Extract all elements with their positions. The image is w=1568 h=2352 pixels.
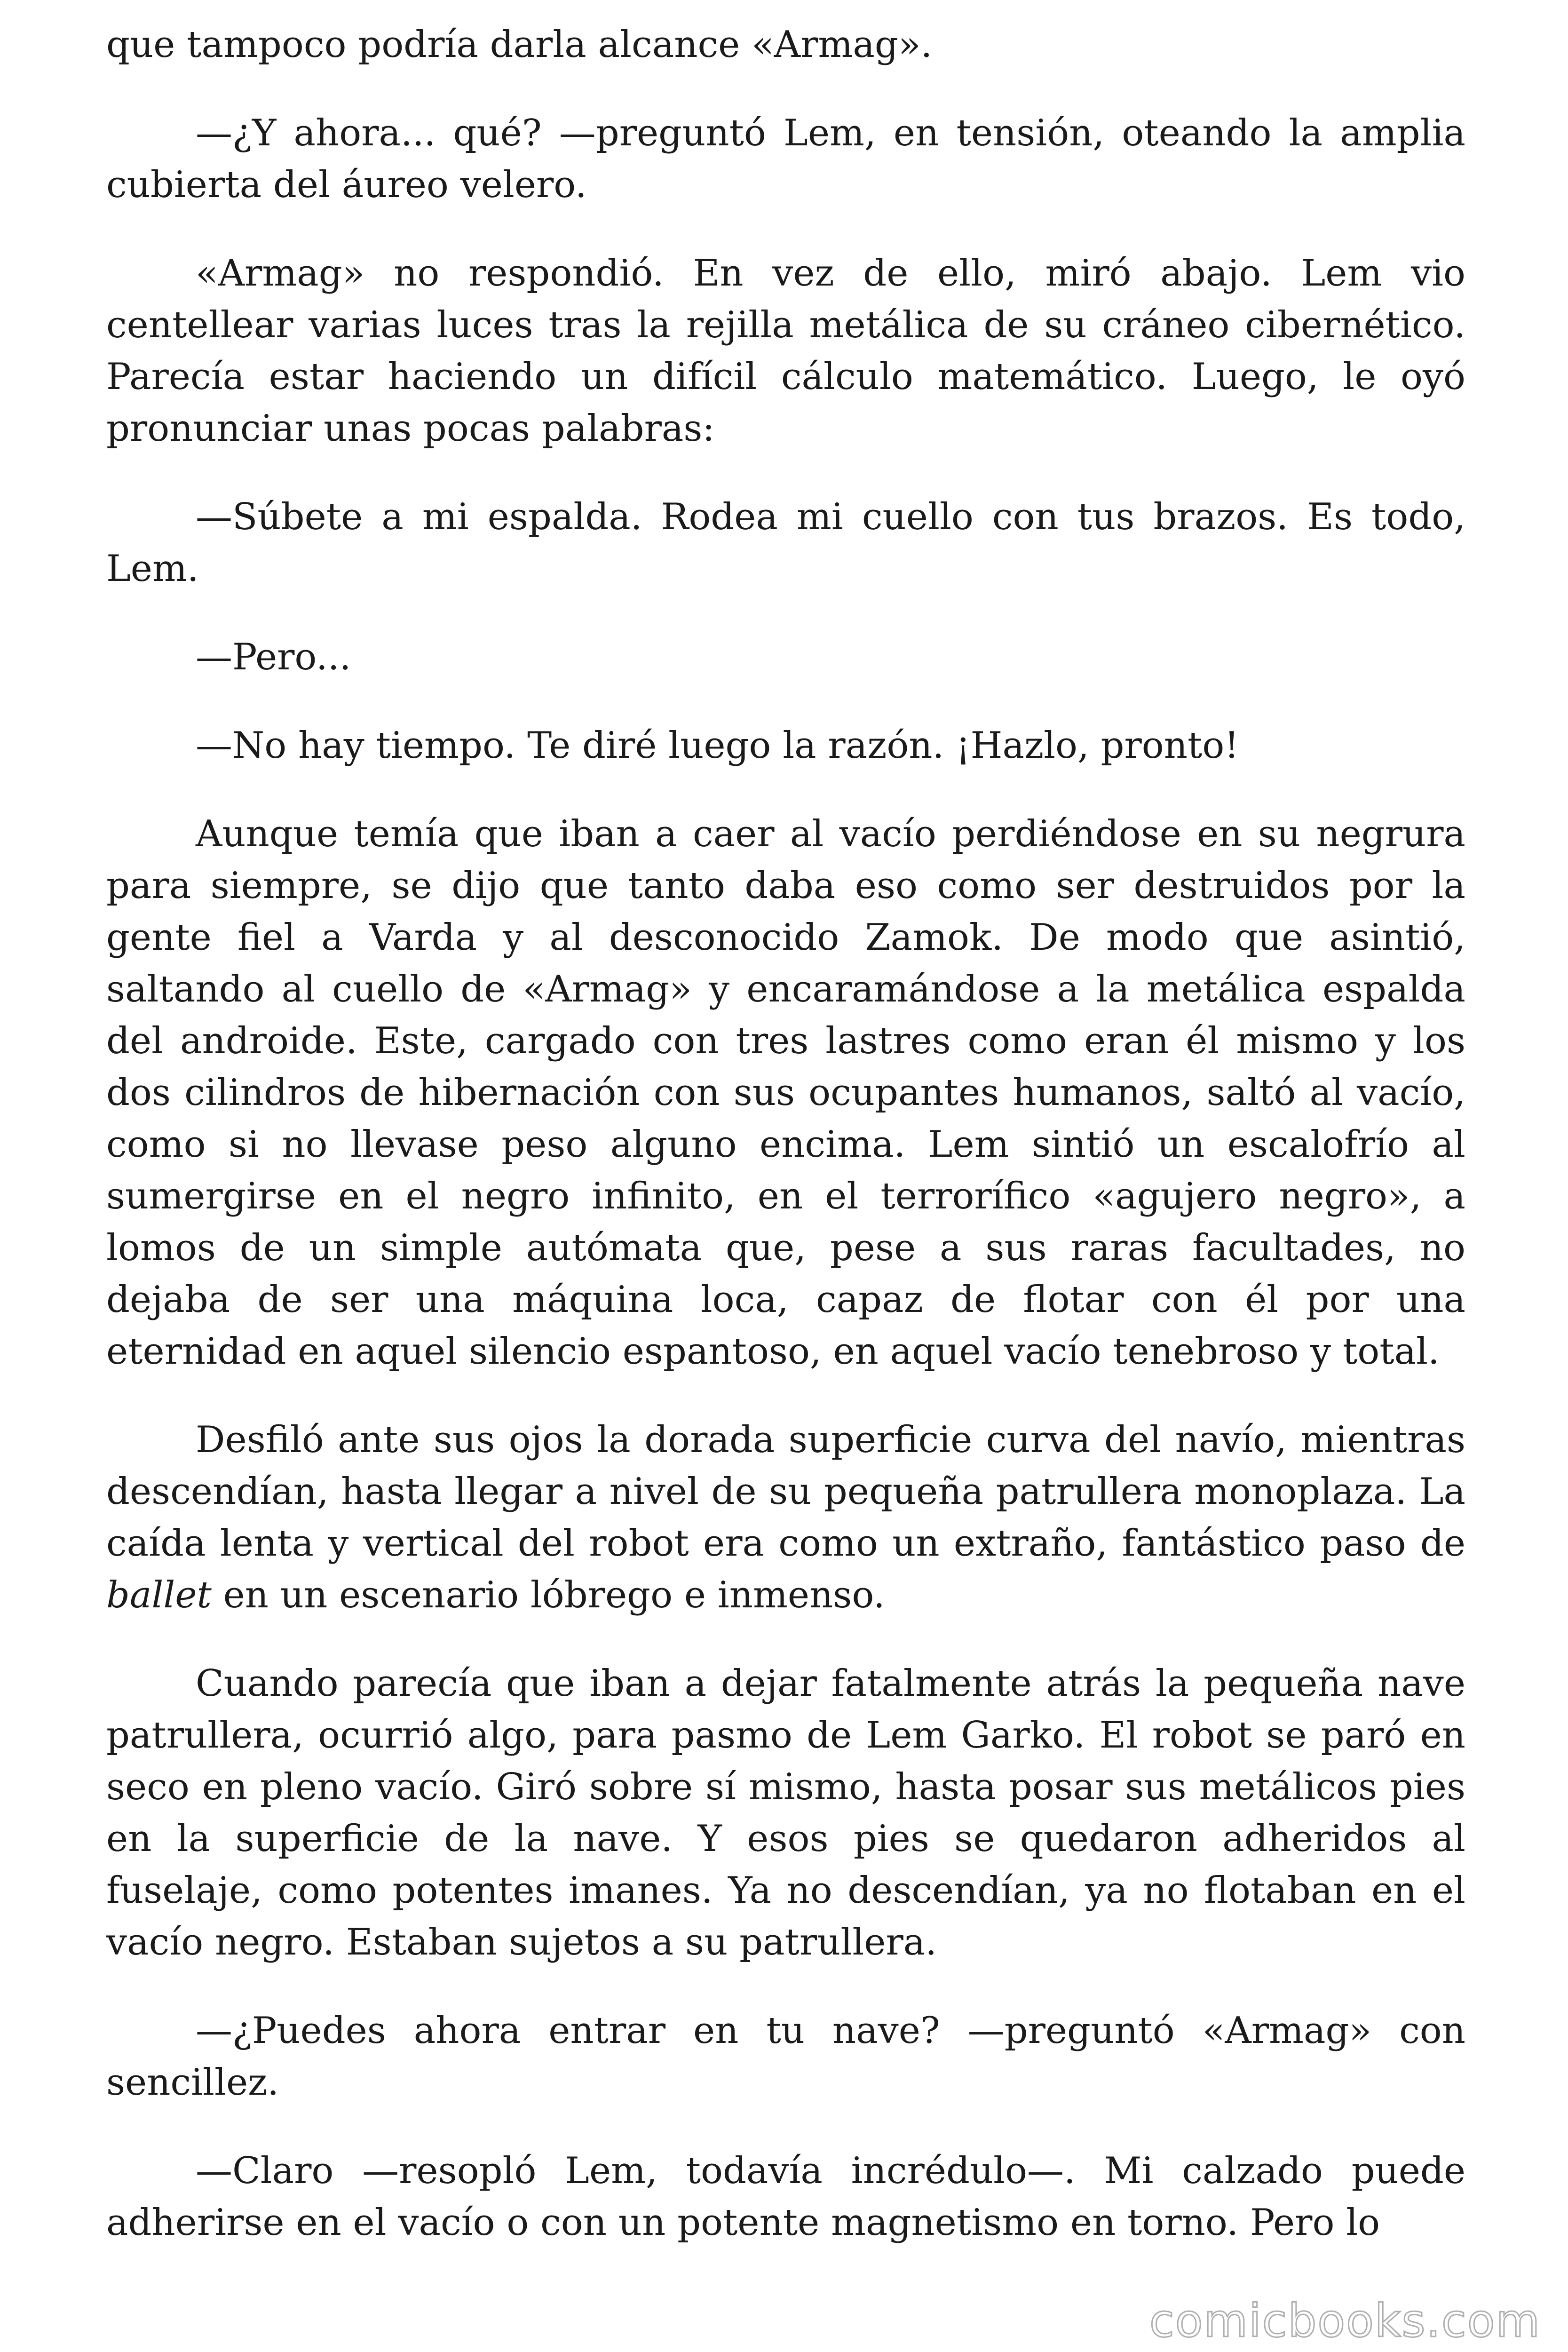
italic-word-ballet: ballet (106, 1574, 212, 1616)
paragraph-5: —Pero... (196, 636, 351, 678)
paragraph-4: —Súbete a mi espalda. Rodea mi cuello con tus brazos. Es todo, Lem. (106, 496, 1465, 590)
paragraph-6: —No hay tiempo. Te diré luego la razón. ¡Hazlo, pronto! (196, 724, 1239, 767)
paragraph-2: —¿Y ahora... qué? —preguntó Lem, en tensión, oteando la amplia cubierta del áureo velero. (106, 112, 1465, 206)
paragraph-8 (106, 1414, 1465, 1621)
paragraph-10: —¿Puedes ahora entrar en tu nave? —preguntó «Armag» con sencillez. (106, 2010, 1465, 2104)
paragraph-9: Cuando parecía que iban a dejar fatalmente atrás la pequeña nave patrullera, ocurrió algo, para pasmo de Lem Garko. El robot se paró en seco en pleno vacío. Giró sobre sí mismo, hasta posar sus metálicos pies en la superficie de la nave. Y esos pies se quedaron adheridos al fuselaje, como potentes imanes. Ya no descendían, ya no flotaban en el vacío negro. Estaban sujetos a su patrullera. (106, 1662, 1465, 1963)
site-watermark: comicbooks.com (1149, 2295, 1541, 2347)
paragraph-7: Aunque temía que iban a caer al vacío perdiéndose en su negrura para siempre, se dijo que tanto daba eso como ser destruidos por la gente fiel a Varda y al desconocido Zamok. De modo que asintió, saltando al cuello de «Armag» y encaramándose a la metálica espalda del androide. Este, cargado con tres lastres como eran él mismo y los dos cilindros de hibernación con sus ocupantes humanos, saltó al vacío, como si no llevase peso alguno encima. Lem sintió un escalofrío al sumergirse en el negro infinito, en el terrorífico «agujero negro», a lomos de un simple autómata que, pese a sus raras facultades, no dejaba de ser una máquina loca, capaz de flotar con él por una eternidad en aquel silencio espantoso, en aquel vacío tenebroso y total. (106, 813, 1465, 1373)
paragraph-3: «Armag» no respondió. En vez de ello, miró abajo. Lem vio centellear varias luces tras la rejilla metálica de su cráneo cibernético. Parecía estar haciendo un difícil cálculo matemático. Luego, le oyó pronunciar unas pocas palabras: (106, 252, 1465, 450)
paragraph-8-text-after: en un escenario lóbrego e inmenso. (211, 1574, 885, 1616)
paragraph-11: —Claro —resopló Lem, todavía incrédulo—. Mi calzado puede adherirse en el vacío o con un potente magnetismo en torno. Pero lo (106, 2150, 1465, 2244)
paragraph-8-text-before: Desfiló ante sus ojos la dorada superficie curva del navío, mientras descendían, hasta llegar a nivel de su pequeña patrullera monoplaza. La caída lenta y vertical del robot era como un extraño, fantástico paso de (106, 1419, 1465, 1565)
book-page (106, 19, 1465, 2249)
paragraph-1: que tampoco podría darla alcance «Armag». (106, 24, 933, 66)
